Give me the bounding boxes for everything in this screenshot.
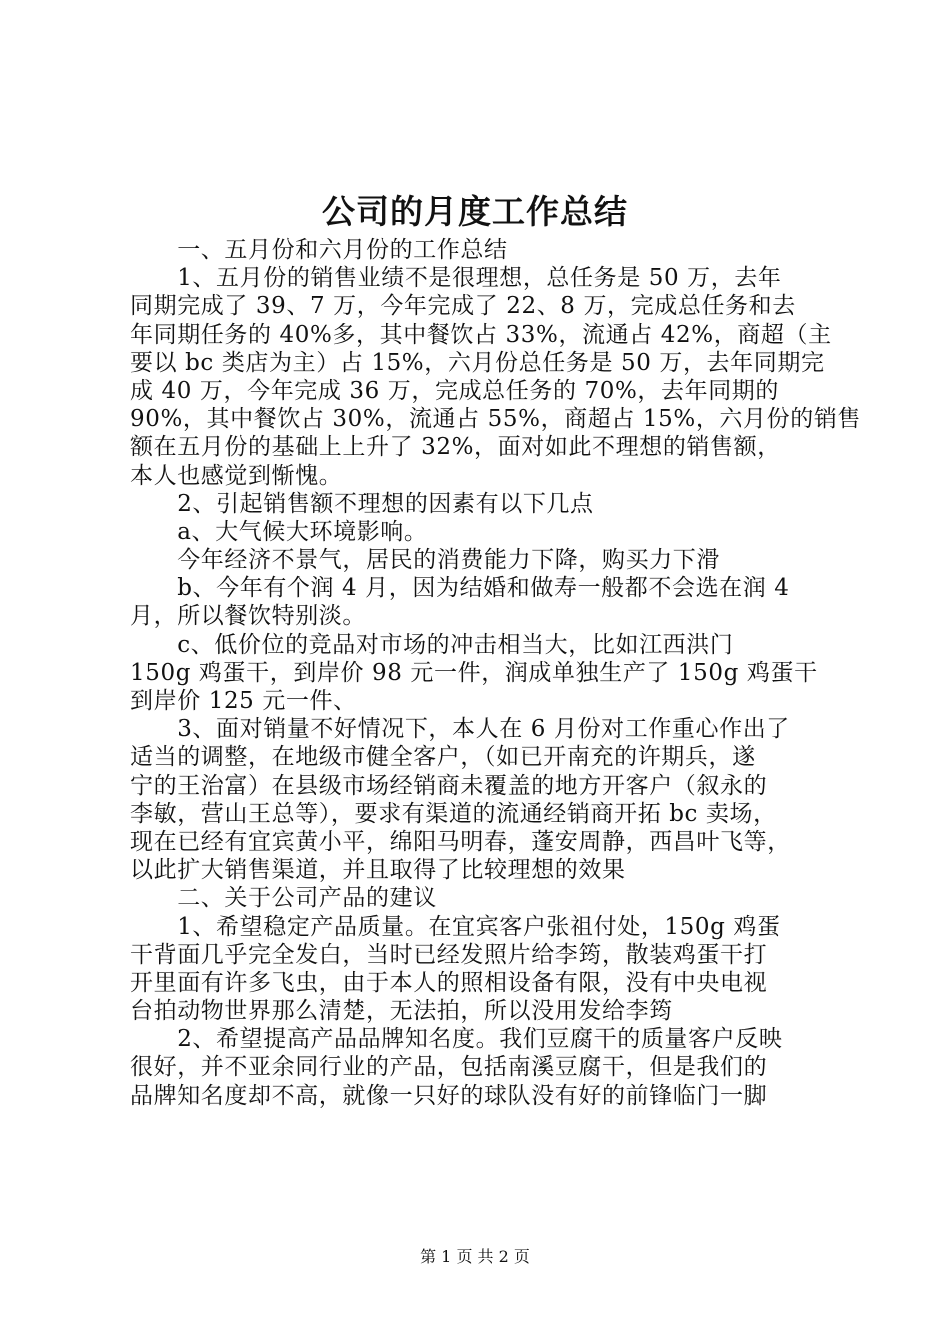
- body-line: 90%，其中餐饮占 30%，流通占 55%，商超占 15%，六月份的销售: [130, 406, 862, 433]
- body-line: 3、面对销量不好情况下，本人在 6 月份对工作重心作出了: [130, 716, 790, 743]
- body-line: 要以 bc 类店为主）占 15%，六月份总任务是 50 万，去年同期完: [130, 349, 825, 376]
- body-line: b、今年有个润 4 月，因为结婚和做寿一般都不会选在润 4: [130, 575, 790, 602]
- body-line: 二、关于公司产品的建议: [130, 885, 437, 912]
- body-line: 台拍动物世界那么清楚，无法拍，所以没用发给李筠: [130, 998, 673, 1025]
- document-title: 公司的月度工作总结: [322, 192, 628, 231]
- body-line: 宁的王治富）在县级市场经销商未覆盖的地方开客户（叙永的: [130, 772, 768, 799]
- body-line: 现在已经有宜宾黄小平，绵阳马明春，蓬安周静，西昌叶飞等，: [130, 828, 791, 855]
- body-line: 成 40 万，今年完成 36 万，完成总任务的 70%，去年同期的: [130, 377, 780, 404]
- body-line: 月，所以餐饮特别淡。: [130, 603, 366, 630]
- body-line: c、低价位的竞品对市场的冲击相当大，比如江西洪门: [130, 631, 734, 658]
- document-body: [130, 236, 862, 1110]
- body-line: 150g 鸡蛋干，到岸价 98 元一件，润成单独生产了 150g 鸡蛋干: [130, 659, 818, 686]
- body-line: 开里面有许多飞虫，由于本人的照相设备有限，没有中央电视: [130, 969, 768, 996]
- body-line: 1、五月份的销售业绩不是很理想，总任务是 50 万，去年: [130, 265, 782, 292]
- body-line: 干背面几乎完全发白，当时已经发照片给李筠，散装鸡蛋干打: [130, 941, 768, 968]
- body-line: 本人也感觉到惭愧。: [130, 462, 343, 489]
- body-line: 一、五月份和六月份的工作总结: [130, 237, 508, 263]
- body-line: 今年经济不景气，居民的消费能力下降，购买力下滑: [130, 547, 720, 574]
- body-line: 1、希望稳定产品质量。在宜宾客户张祖付处，150g 鸡蛋: [130, 913, 781, 940]
- body-line: 以此扩大销售渠道，并且取得了比较理想的效果: [130, 857, 626, 884]
- body-line: 同期完成了 39、7 万，今年完成了 22、8 万，完成总任务和去: [130, 293, 796, 320]
- body-line: 到岸价 125 元一件、: [130, 688, 357, 714]
- body-line: 额在五月份的基础上上升了 32%，面对如此不理想的销售额，: [130, 434, 781, 461]
- body-line: 2、引起销售额不理想的因素有以下几点: [130, 490, 594, 517]
- body-line: 2、希望提高产品品牌知名度。我们豆腐干的质量客户反映: [130, 1026, 783, 1053]
- body-line: 很好，并不亚余同行业的产品，包括南溪豆腐干，但是我们的: [130, 1054, 768, 1081]
- body-line: 年同期任务的 40%多，其中餐饮占 33%，流通占 42%，商超（主: [130, 321, 832, 348]
- body-line: 适当的调整，在地级市健全客户，（如已开南充的许期兵，遂: [130, 744, 756, 771]
- body-line: 李敏，营山王总等），要求有渠道的流通经销商开拓 bc 卖场，: [130, 800, 777, 827]
- page-footer: 第 1 页 共 2 页: [420, 1247, 530, 1266]
- body-line: a、大气候大环境影响。: [130, 518, 428, 545]
- body-line: 品牌知名度却不高，就像一只好的球队没有好的前锋临门一脚: [130, 1082, 768, 1109]
